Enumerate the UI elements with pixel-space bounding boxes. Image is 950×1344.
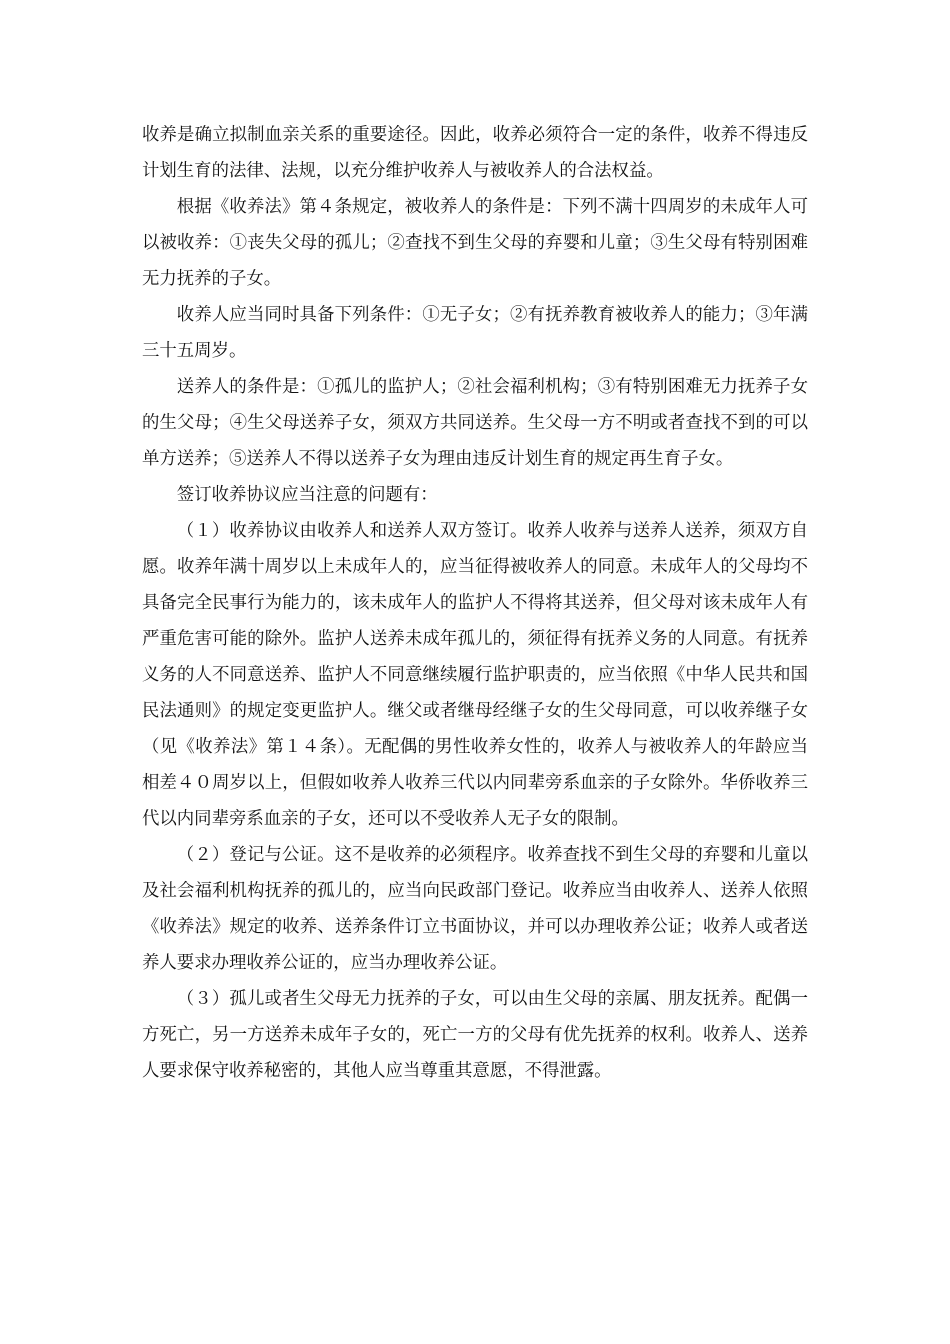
paragraph-adopter-conditions: 收养人应当同时具备下列条件：①无子女；②有抚养教育被收养人的能力；③年满三十五周岁。	[142, 305, 808, 361]
paragraph-item-1: （１）收养协议由收养人和送养人双方签订。收养人收养与送养人送养，须双方自愿。收养年满十周岁以上未成年人的，应当征得被收养人的同意。未成年人的父母均不具备完全民事行为能力的，该未成年人的监护人不得将其送养，但父母对该未成年人有严重危害可能的除外。监护人送养未成年孤儿的，须征得有抚养义务的人同意。有抚养义务的人不同意送养、监护人不同意继续履行监护职责的，应当依照《中华人民共和国民法通则》的规定变更监护人。继父或者继母经继子女的生父母同意，可以收养继子女（见《收养法》第１４条）。无配偶的男性收养女性的，收养人与被收养人的年龄应当相差４０周岁以上，但假如收养人收养三代以内同辈旁系血亲的子女除外。华侨收养三代以内同辈旁系血亲的子女，还可以不受收养人无子女的限制。	[142, 521, 808, 829]
paragraph-item-2: （２）登记与公证。这不是收养的必须程序。收养查找不到生父母的弃婴和儿童以及社会福利机构抚养的孤儿的，应当向民政部门登记。收养应当由收养人、送养人依照《收养法》规定的收养、送养条件订立书面协议，并可以办理收养公证；收养人或者送养人要求办理收养公证的，应当办理收养公证。	[142, 845, 808, 973]
paragraph-placer-conditions: 送养人的条件是：①孤儿的监护人；②社会福利机构；③有特别困难无力抚养子女的生父母；④生父母送养子女，须双方共同送养。生父母一方不明或者查找不到的可以单方送养；⑤送养人不得以送养子女为理由违反计划生育的规定再生育子女。	[142, 377, 808, 469]
paragraph-adoptee-conditions: 根据《收养法》第４条规定，被收养人的条件是：下列不满十四周岁的未成年人可以被收养：①丧失父母的孤儿；②查找不到生父母的弃婴和儿童；③生父母有特别困难无力抚养的子女。	[142, 197, 808, 289]
paragraph-agreement-notes-heading: 签订收养协议应当注意的问题有：	[176, 485, 438, 505]
paragraph-item-3: （３）孤儿或者生父母无力抚养的子女，可以由生父母的亲属、朋友抚养。配偶一方死亡，另一方送养未成年子女的，死亡一方的父母有优先抚养的权利。收养人、送养人要求保守收养秘密的，其他人应当尊重其意愿，不得泄露。	[142, 989, 808, 1081]
paragraph-intro: 收养是确立拟制血亲关系的重要途径。因此，收养必须符合一定的条件，收养不得违反计划生育的法律、法规，以充分维护收养人与被收养人的合法权益。	[142, 125, 808, 181]
document-page	[142, 117, 808, 1089]
